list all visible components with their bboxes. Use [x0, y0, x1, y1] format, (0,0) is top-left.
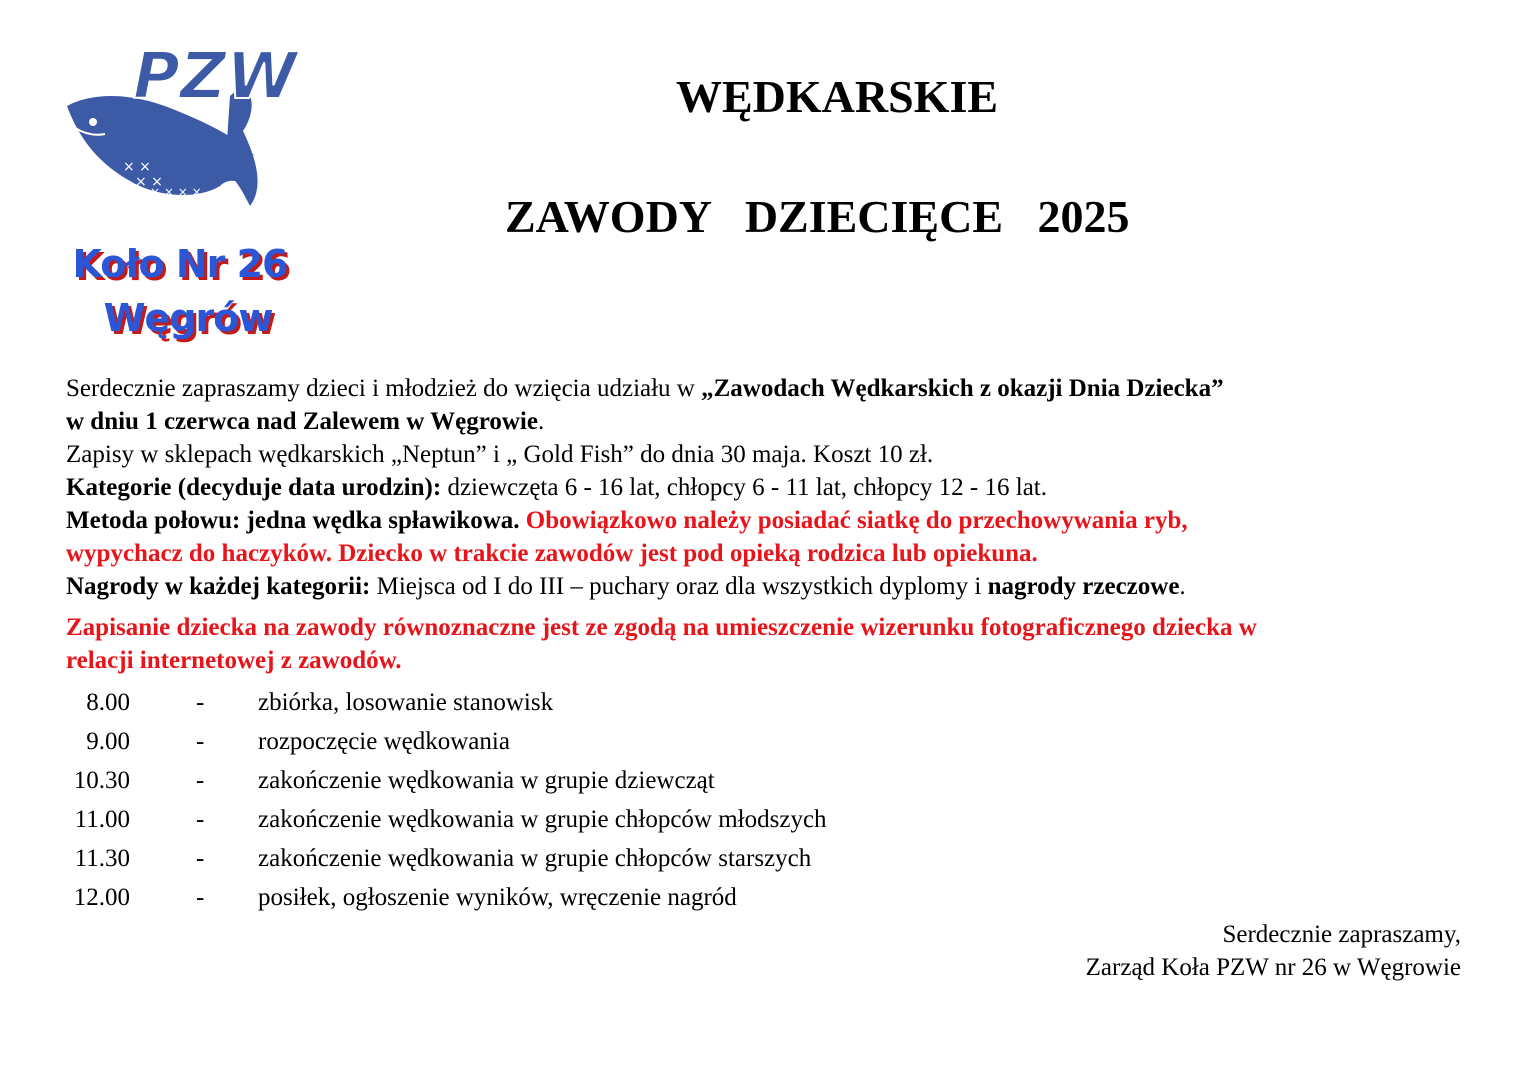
page-title-line2: ZAWODY DZIECIĘCE 2025	[505, 191, 1130, 242]
schedule-description: posiłek, ogłoszenie wyników, wręczenie nagród	[258, 884, 737, 911]
signature-block	[1086, 918, 1461, 984]
schedule-description: zakończenie wędkowania w grupie chłopców młodszych	[258, 806, 827, 833]
method-line: Metoda połowu: jedna wędka spławikowa. Obowiązkowo należy posiadać siatkę do przechowywania ryb,	[66, 507, 1188, 534]
categories-line: Kategorie (decyduje data urodzin): dziewczęta 6 - 16 lat, chłopcy 6 - 11 lat, chłopcy 12 - 16 lat.	[66, 474, 1047, 501]
schedule-time: 11.30	[74, 845, 130, 872]
schedule-time: 10.30	[73, 767, 130, 794]
schedule-description: rozpoczęcie wędkowania	[258, 728, 510, 755]
schedule-time: 12.00	[73, 884, 130, 911]
pzw-fish-emblem-icon	[55, 36, 325, 246]
schedule-time: 9.00	[86, 728, 130, 755]
schedule-time: 8.00	[86, 689, 130, 716]
schedule-dash: -	[196, 767, 205, 794]
registration-line: Zapisy w sklepach wędkarskich „Neptun” i „ Gold Fish” do dnia 30 maja. Koszt 10 zł.	[66, 441, 934, 468]
invite-line-2: w dniu 1 czerwca nad Zalewem w Węgrowie.	[66, 408, 545, 435]
schedule-dash: -	[196, 689, 205, 716]
signature-greeting: Serdecznie zapraszamy,	[1222, 921, 1461, 948]
consent-line-2: relacji internetowej z zawodów.	[66, 647, 402, 674]
prizes-line: Nagrody w każdej kategorii: Miejsca od I do III – puchary oraz dla wszystkich dyplomy i nagrody rzeczowe.	[66, 573, 1186, 600]
schedule-dash: -	[196, 728, 205, 755]
schedule-dash: -	[196, 845, 205, 872]
svg-text:× ×: × ×	[135, 174, 163, 190]
svg-text:× × × ×: × × × ×	[150, 185, 202, 199]
svg-text:PZW: PZW	[133, 40, 297, 114]
logo-club-town: Węgrów	[103, 296, 273, 340]
schedule-time: 11.00	[74, 806, 130, 833]
equipment-line: wypychacz do haczyków. Dziecko w trakcie zawodów jest pod opieką rodzica lub opiekuna.	[66, 540, 1038, 567]
logo-club-number: Koło Nr 26	[72, 242, 288, 286]
schedule-description: zakończenie wędkowania w grupie dziewcząt	[258, 767, 715, 794]
schedule-description: zbiórka, losowanie stanowisk	[258, 689, 554, 716]
signature-organizer: Zarząd Koła PZW nr 26 w Węgrowie	[1085, 954, 1461, 981]
club-logo	[55, 36, 325, 346]
consent-line-1: Zapisanie dziecka na zawody równoznaczne jest ze zgodą na umieszczenie wizerunku fotograficznego dziecka w	[66, 614, 1257, 641]
invitation-text	[66, 372, 1486, 677]
schedule-description: zakończenie wędkowania w grupie chłopców starszych	[258, 845, 812, 872]
schedule-dash: -	[196, 884, 205, 911]
invite-line-1: Serdecznie zapraszamy dzieci i młodzież do wzięcia udziału w „Zawodach Wędkarskich z okazji Dnia Dziecka”	[66, 375, 1224, 402]
svg-text:× ×: × ×	[123, 159, 151, 175]
page-title-line1: WĘDKARSKIE	[676, 71, 999, 122]
schedule-dash: -	[196, 806, 205, 833]
